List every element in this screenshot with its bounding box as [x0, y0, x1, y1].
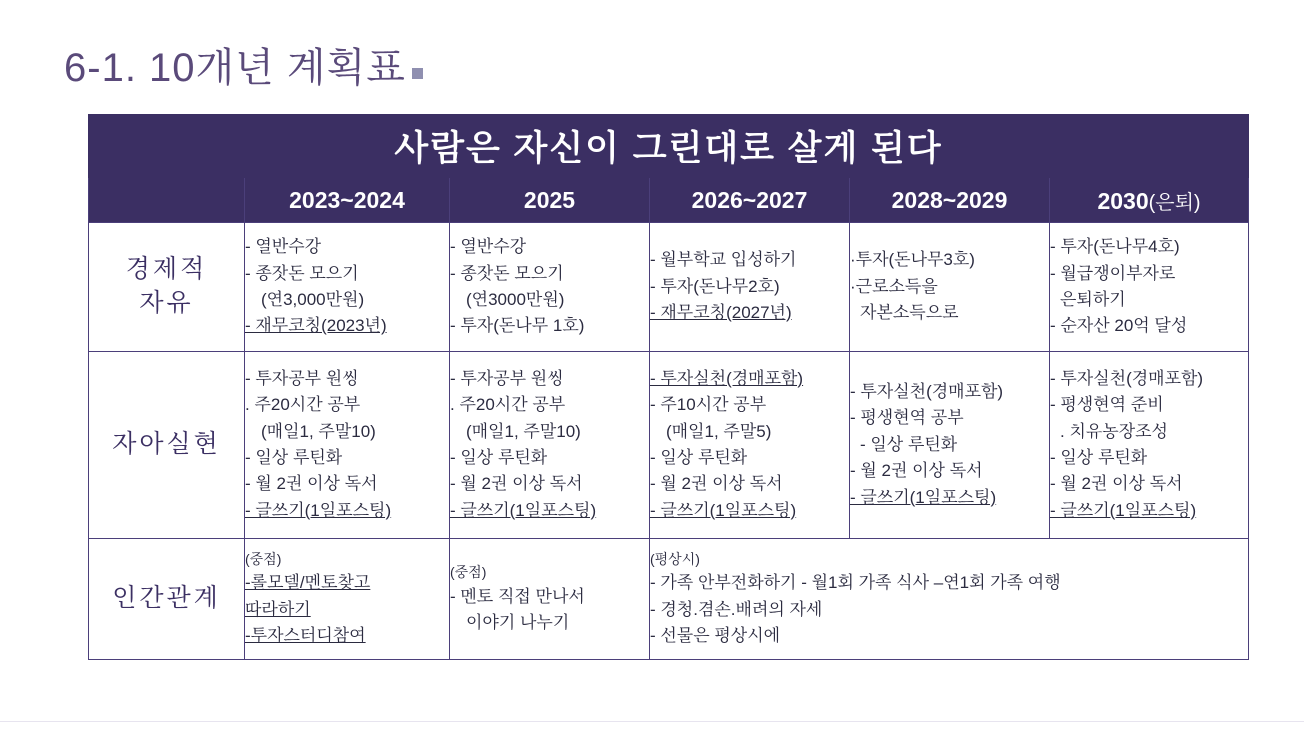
table-row	[89, 539, 1249, 660]
cell-line: - 월 2권 이상 독서	[650, 474, 783, 494]
cell-line: - 글쓰기(1일포스팅)	[1050, 500, 1197, 520]
page-title	[64, 36, 423, 93]
cell-economic-2028	[850, 223, 1050, 352]
cell-line: - 투자공부 원씽	[245, 368, 359, 388]
cell-economic-2025	[450, 223, 650, 352]
header-corner	[89, 178, 245, 223]
cell-line: - 종잣돈 모으기	[450, 263, 564, 283]
cell-line: - 글쓰기(1일포스팅)	[245, 500, 392, 520]
cell-line: - 일상 루틴화	[1050, 448, 1148, 467]
row-label-relationships: 인간관계	[89, 539, 245, 660]
cell-line: . 주20시간 공부	[450, 395, 566, 415]
table-row	[89, 223, 1249, 352]
cell-line: - 일상 루틴화	[245, 448, 343, 467]
cell-self-2026	[650, 352, 850, 539]
cell-line: - 경청.겸손.배려의 자세	[650, 599, 823, 619]
cell-line: . 치유농장조성	[1060, 421, 1168, 441]
cell-line: - 투자실천(경매포함)	[850, 382, 1004, 402]
cell-economic-2023	[245, 223, 450, 352]
cell-line: - 평생현역 공부	[850, 408, 964, 428]
header-col-2030	[1050, 178, 1249, 223]
cell-line: - 글쓰기(1일포스팅)	[850, 487, 997, 507]
cell-line: - 일상 루틴화	[450, 448, 548, 467]
cell-line: - 월 2권 이상 독서	[850, 461, 983, 481]
row-label-line2: 자유	[139, 289, 194, 317]
title-dot	[412, 68, 423, 79]
cell-line: - 평생현역 준비	[1050, 395, 1164, 415]
cell-line: (매일1, 주말10)	[466, 421, 581, 441]
row-label-economic-freedom	[89, 223, 245, 352]
cell-line: ·투자(돈나무3호)	[850, 250, 975, 270]
page-title-text: 6-1. 10개년 계획표	[64, 46, 406, 90]
cell-relations-2025	[450, 539, 650, 660]
cell-line: - 글쓰기(1일포스팅)	[650, 500, 797, 520]
cell-line: - 투자(돈나무 1호)	[450, 316, 585, 336]
cell-line: - 종잣돈 모으기	[245, 263, 359, 283]
cell-relations-2023	[245, 539, 450, 660]
cell-self-2028	[850, 352, 1050, 539]
header-col-2030-note: (은퇴)	[1148, 191, 1201, 214]
cell-line: - 멘토 직접 만나서	[450, 586, 585, 606]
cell-line: (중점)	[450, 563, 487, 580]
cell-line: - 투자(돈나무2호)	[650, 276, 780, 296]
cell-economic-2030	[1050, 223, 1249, 352]
cell-line: - 글쓰기(1일포스팅)	[450, 500, 597, 520]
header-col-2026-2027: 2026~2027	[650, 178, 850, 223]
cell-line: ·근로소득을	[850, 276, 938, 296]
header-col-2028-2029: 2028~2029	[850, 178, 1050, 223]
cell-line: - 월 2권 이상 독서	[1050, 474, 1183, 494]
header-col-2025: 2025	[450, 178, 650, 223]
cell-line: - 월급쟁이부자로	[1050, 263, 1176, 283]
cell-self-2030	[1050, 352, 1249, 539]
cell-line: - 투자(돈나무4호)	[1050, 237, 1180, 257]
cell-self-2023	[245, 352, 450, 539]
table-banner: 사람은 자신이 그린대로 살게 된다	[89, 115, 1249, 178]
cell-self-2025	[450, 352, 650, 539]
cell-line: (연3,000만원)	[261, 290, 365, 309]
cell-line: (매일1, 주말10)	[261, 421, 376, 441]
cell-line: (평상시)	[650, 550, 700, 567]
plan-table	[88, 114, 1249, 660]
cell-line: - 월부학교 입성하기	[650, 250, 797, 270]
cell-line: (중점)	[245, 550, 282, 567]
cell-line: -롤모델/멘토찾고	[245, 573, 371, 593]
cell-line: 따라하기	[245, 599, 311, 619]
cell-line: - 투자공부 원씽	[450, 368, 564, 388]
cell-line: 이야기 나누기	[466, 612, 570, 632]
cell-line: - 열반수강	[245, 237, 322, 257]
plan-table-wrapper	[88, 114, 1248, 660]
cell-line: 은퇴하기	[1060, 290, 1126, 309]
row-label-self-realization: 자아실현	[89, 352, 245, 539]
table-row	[89, 352, 1249, 539]
cell-line: -투자스터디참여	[245, 626, 366, 646]
cell-line: - 월 2권 이상 독서	[245, 474, 378, 494]
cell-line: - 투자실천(경매포함)	[650, 368, 804, 388]
cell-line: - 순자산 20억 달성	[1050, 316, 1188, 336]
cell-line: - 투자실천(경매포함)	[1050, 368, 1204, 388]
slide-bottom-bar	[0, 721, 1304, 732]
cell-line: - 재무코칭(2023년)	[245, 316, 387, 336]
table-banner-row	[89, 115, 1249, 178]
cell-line: - 일상 루틴화	[860, 434, 958, 454]
cell-line: (매일1, 주말5)	[666, 421, 772, 441]
cell-relations-common	[650, 539, 1249, 660]
cell-line: - 가족 안부전화하기 - 월1회 가족 식사 –연1회 가족 여행	[650, 573, 1061, 593]
table-header-row	[89, 178, 1249, 223]
cell-line: - 월 2권 이상 독서	[450, 474, 583, 494]
cell-economic-2026	[650, 223, 850, 352]
cell-line: - 일상 루틴화	[650, 448, 748, 467]
header-col-2030-year: 2030	[1097, 187, 1149, 214]
cell-line: (연3000만원)	[466, 290, 565, 309]
cell-line: - 주10시간 공부	[650, 395, 767, 415]
cell-line: - 선물은 평상시에	[650, 626, 781, 646]
header-col-2023-2024: 2023~2024	[245, 178, 450, 223]
cell-line: - 재무코칭(2027년)	[650, 303, 792, 323]
cell-line: - 열반수강	[450, 237, 527, 257]
cell-line: . 주20시간 공부	[245, 395, 361, 415]
cell-line: 자본소득으로	[860, 303, 959, 323]
row-label-line1: 경제적	[125, 255, 208, 284]
